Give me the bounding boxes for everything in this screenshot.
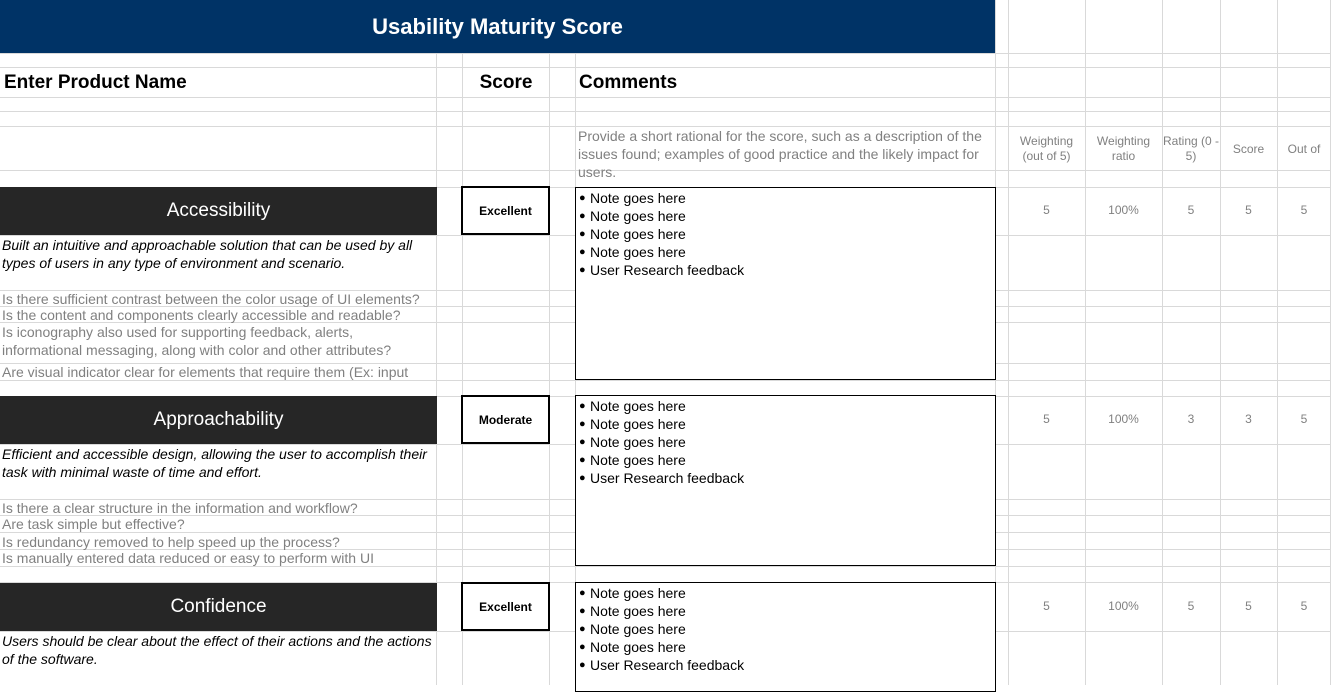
note-item: ● User Research feedback [579,470,745,486]
weighting-ratio-value: 100% [1108,412,1139,426]
score-value: 5 [1245,599,1252,613]
question-item: Are visual indicator clear for elements that require them (Ex: input [2,364,409,380]
section-title-confidence: Confidence [0,583,437,631]
comment-box-confidence[interactable] [575,582,996,692]
question-item: Is there a clear structure in the information and workflow? [2,500,358,516]
question-item: Is manually entered data reduced or easy to perform with UI [2,550,374,566]
note-item: ● Note goes here [579,190,686,206]
note-item: ● Note goes here [579,452,686,468]
score-header: Score [479,72,533,93]
question-item: Are task simple but effective? [2,516,185,532]
out-of-value: 5 [1300,412,1308,426]
section-title-accessibility: Accessibility [0,187,437,235]
weighting-ratio-value: 100% [1108,599,1139,613]
note-item: ● Note goes here [579,398,686,414]
weighting-ratio-value: 100% [1108,203,1139,217]
weighting-value: 5 [1043,412,1050,426]
score-value: 5 [1245,203,1252,217]
score-value: 3 [1245,412,1252,426]
rating-value: 5 [1187,203,1195,217]
score-metric-header: Score [1232,141,1265,156]
out-of-value: 5 [1300,599,1308,613]
comments-header: Comments [579,72,678,93]
note-item: ● Note goes here [579,244,686,260]
note-item: ● Note goes here [579,603,686,619]
score-select-approachability[interactable]: Moderate [461,395,550,444]
rating-header: Rating (0 - 5) [1162,134,1220,163]
out-of-header: Out of [1287,141,1321,156]
weighting-value: 5 [1043,599,1050,613]
score-select-confidence[interactable]: Excellent [461,582,550,631]
score-select-accessibility[interactable]: Excellent [461,186,550,235]
weighting-ratio-header: Weighting ratio [1096,134,1151,163]
note-item: ● Note goes here [579,434,686,450]
note-item: ● Note goes here [579,621,686,637]
page-title: Usability Maturity Score [0,0,995,53]
note-item: ● Note goes here [579,208,686,224]
comment-box-approachability[interactable] [575,395,996,566]
question-item: Is the content and components clearly accessible and readable? [2,307,401,323]
note-item: ● User Research feedback [579,657,745,673]
note-item: ● Note goes here [579,639,686,655]
weighting-value: 5 [1043,203,1050,217]
rating-value: 3 [1187,412,1195,426]
note-item: ● Note goes here [579,585,686,601]
comments-hint: Provide a short rational for the score, such as a description of the issues found; examples of good practice and the likely impact for users. [578,128,982,180]
section-description: Users should be clear about the effect of their actions and the actions of the software. [2,633,432,667]
note-item: ● Note goes here [579,416,686,432]
weighting-header: Weighting (out of 5) [1019,134,1074,163]
question-item: Is redundancy removed to help speed up the process? [2,534,340,550]
rating-value: 5 [1187,599,1195,613]
note-item: ● User Research feedback [579,262,745,278]
question-item: Is iconography also used for supporting feedback, alerts, informational messaging, along with color and other attributes? [2,324,392,358]
section-description: Built an intuitive and approachable solution that can be used by all types of users in any type of environment and scenario. [2,237,413,271]
out-of-value: 5 [1300,203,1308,217]
section-description: Efficient and accessible design, allowing the user to accomplish their task with minimal waste of time and effort. [2,446,427,480]
note-item: ● Note goes here [579,226,686,242]
product-name-header[interactable]: Enter Product Name [4,72,187,93]
section-title-approachability: Approachability [0,396,437,444]
question-item: Is there sufficient contrast between the color usage of UI elements? [2,291,420,307]
comment-box-accessibility[interactable] [575,187,996,380]
